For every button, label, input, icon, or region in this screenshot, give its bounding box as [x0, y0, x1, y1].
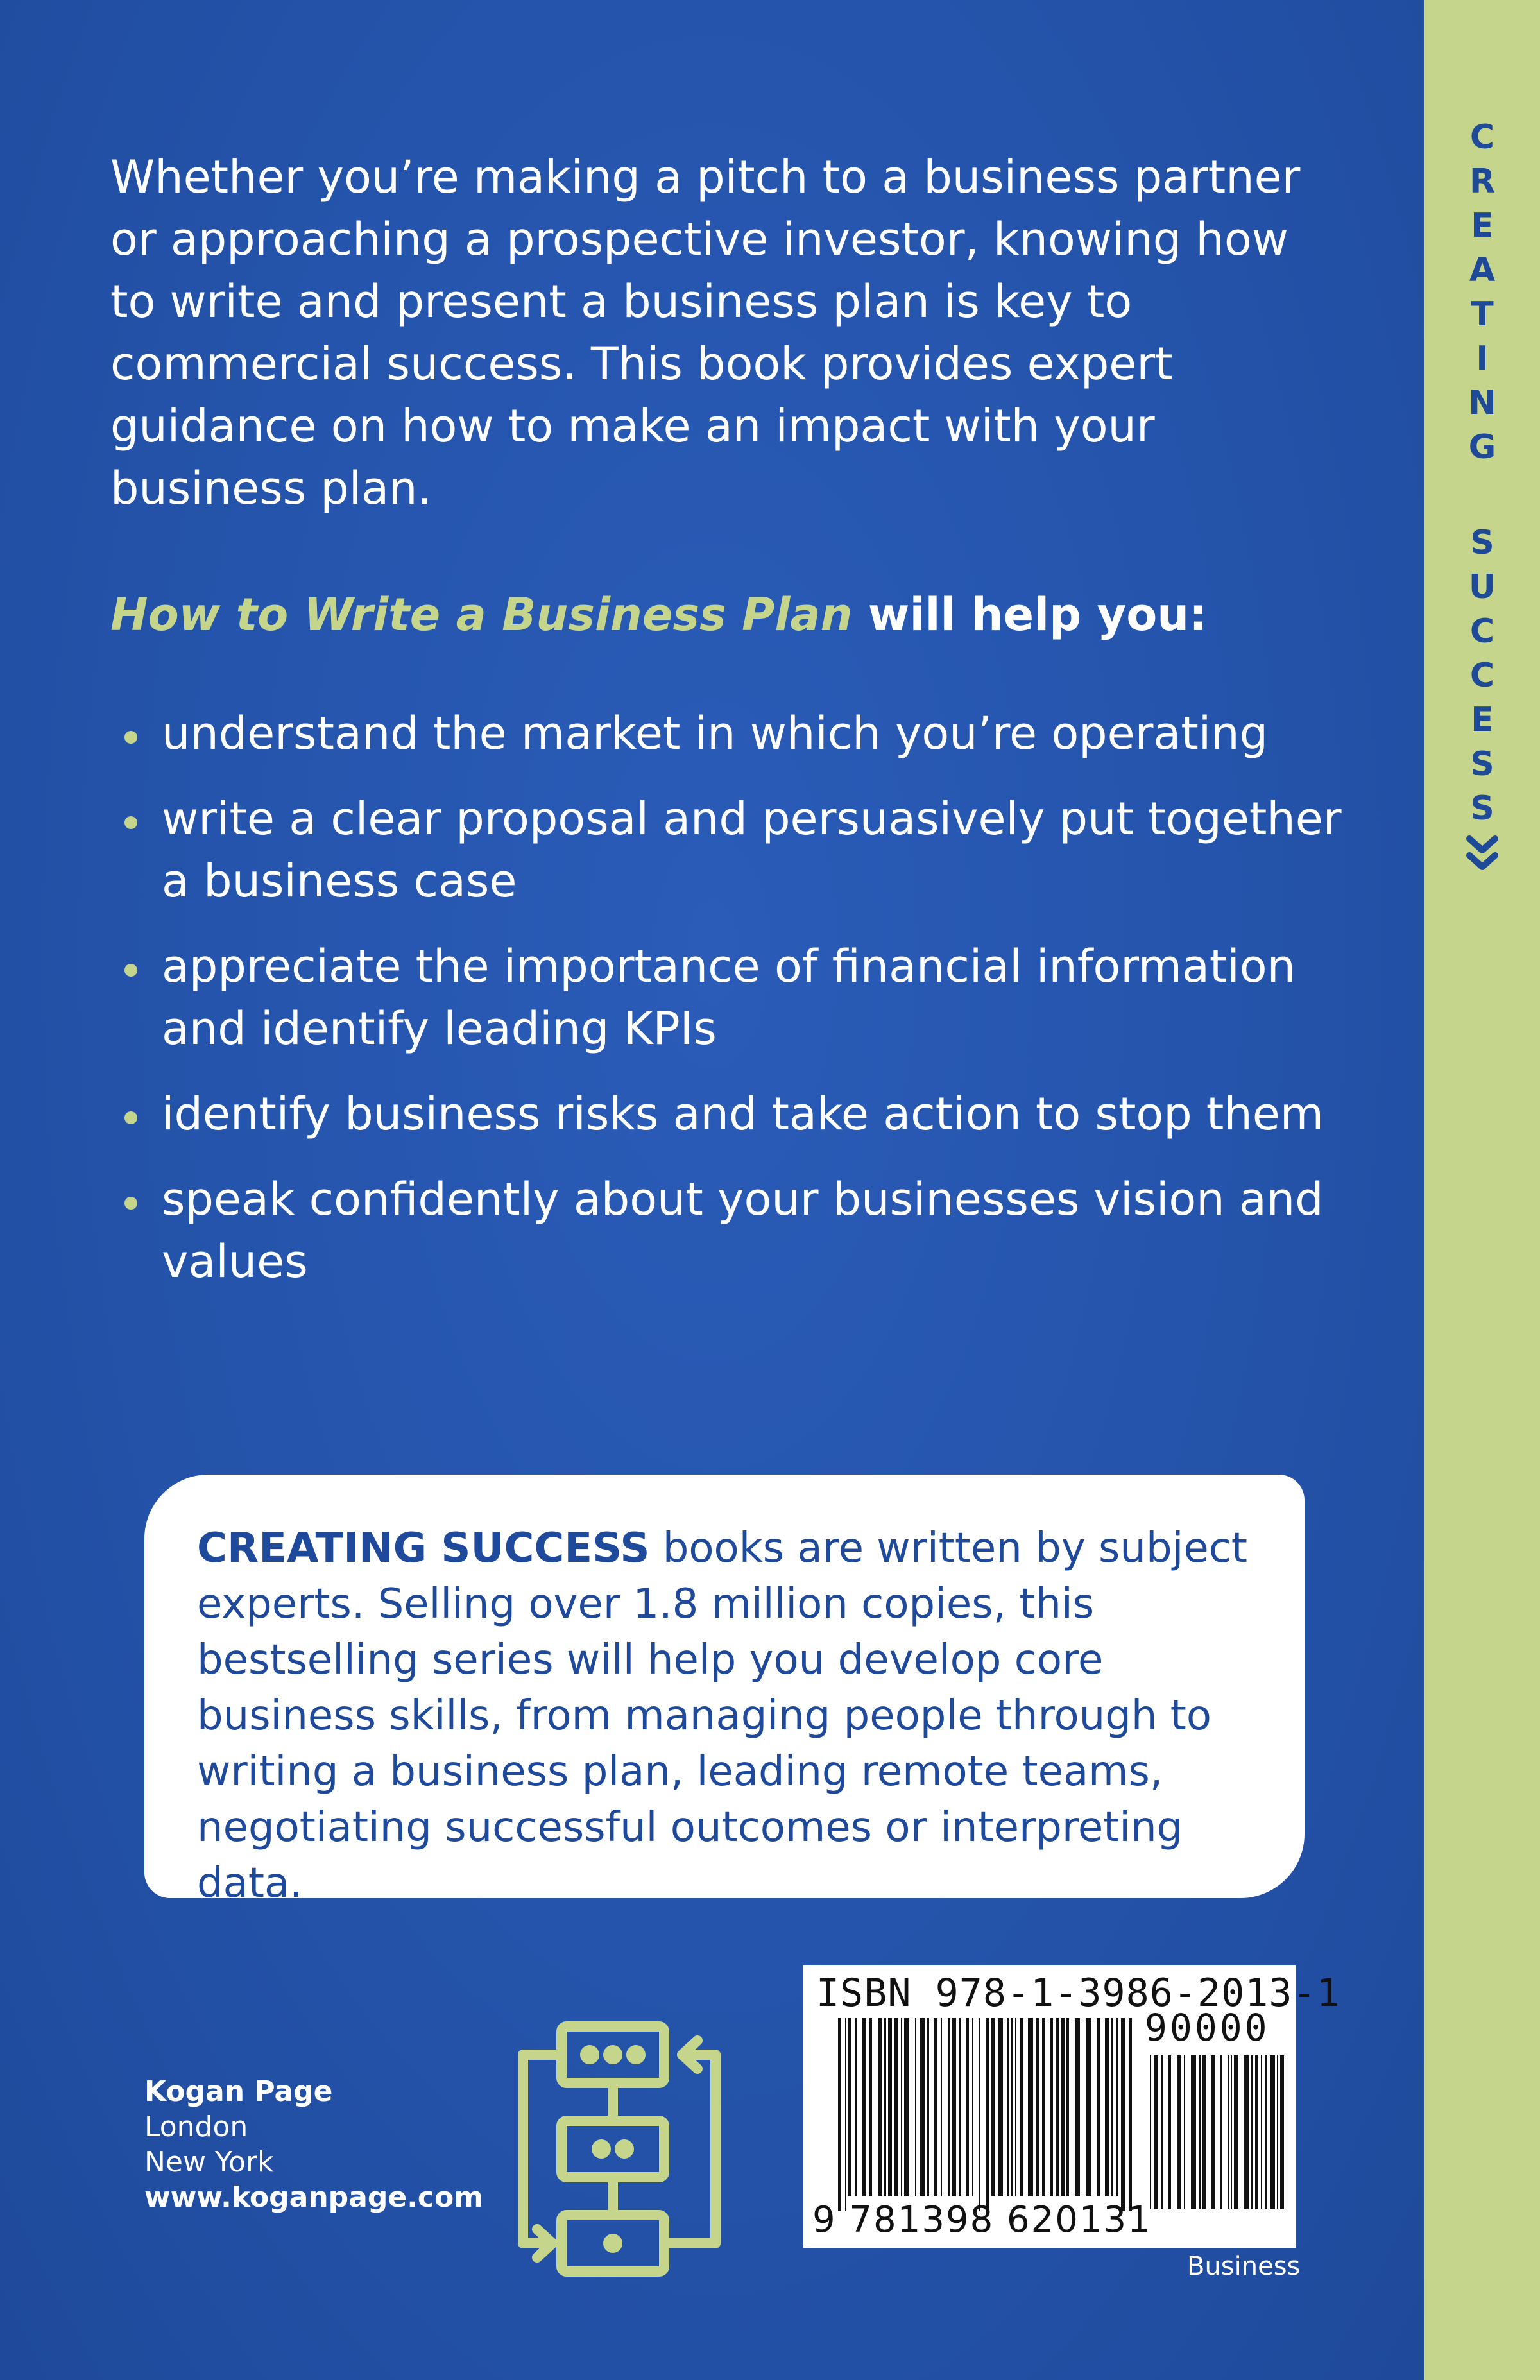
double-chevron-down-icon: [1428, 835, 1537, 873]
spine-letter: C: [1469, 118, 1495, 157]
series-flowchart-logo-icon: [497, 2015, 741, 2284]
spine-letter: U: [1468, 568, 1496, 606]
spine-letter: S: [1470, 745, 1494, 783]
spine-letter: N: [1468, 384, 1496, 422]
publisher-block: [144, 2074, 484, 2215]
price-addon-number: 90000: [1145, 2006, 1270, 2050]
list-item: write a clear proposal and persuasively put together a business case: [116, 788, 1348, 912]
benefits-heading: [110, 584, 1330, 646]
spine-letter: I: [1476, 339, 1489, 378]
publisher-city-london: London: [144, 2110, 248, 2143]
benefits-heading-suffix: will help you:: [852, 588, 1208, 641]
bullet-dot-icon: [124, 731, 137, 744]
isbn-barcode: [803, 1965, 1340, 2248]
spine-letter: C: [1469, 656, 1495, 695]
list-item: appreciate the importance of financial information and identify leading KPIs: [116, 936, 1348, 1060]
list-item: speak confidently about your businesses vision and values: [116, 1169, 1348, 1293]
spine-letter: R: [1469, 162, 1496, 201]
intro-paragraph: Whether you’re making a pitch to a business partner or approaching a prospective investor, knowing how to write and present a business plan is key to commercial success. This book provides expert guidance on how to make an impact with your business plan.: [110, 151, 1301, 515]
spine-letter: S: [1470, 524, 1494, 562]
isbn-number: ISBN 978-1-3986-2013-1: [816, 1971, 1340, 2016]
ean-digits: 9 781398 620131: [812, 2199, 1152, 2241]
bullet-dot-icon: [124, 1197, 137, 1210]
publisher-name: Kogan Page: [144, 2075, 333, 2108]
spine-letter: E: [1471, 207, 1494, 245]
series-info-panel: [144, 1475, 1305, 1907]
bullet-dot-icon: [124, 816, 137, 829]
series-description: [197, 1521, 1281, 1912]
series-name: CREATING SUCCESS: [197, 1525, 650, 1572]
bullet-dot-icon: [124, 964, 137, 977]
bullet-dot-icon: [124, 1111, 137, 1124]
spine-letter: C: [1469, 612, 1495, 651]
spine-letter: G: [1468, 428, 1496, 467]
spine-letter: S: [1470, 789, 1494, 828]
list-item: identify business risks and take action to stop them: [116, 1083, 1348, 1145]
spine-word-creating: [1428, 116, 1537, 470]
spine-letter: T: [1471, 295, 1494, 334]
publisher-city-new-york: New York: [144, 2146, 274, 2179]
publisher-website: www.koganpage.com: [144, 2181, 484, 2214]
spine-letter: A: [1469, 251, 1496, 289]
benefits-list: [116, 703, 1348, 1316]
spine-letter: E: [1471, 701, 1494, 739]
spine-word-success: [1428, 521, 1537, 831]
category-label: Business: [1187, 2252, 1301, 2281]
series-description-text: books are written by subject experts. Selling over 1.8 million copies, this bestselling series will help you develop core business skills, from managing people through to writing a business plan, leading remote teams, negotiating successful outcomes or interpreting data.: [197, 1525, 1247, 1907]
book-title: How to Write a Business Plan: [110, 588, 853, 641]
spine-series-title: [1428, 116, 1537, 873]
list-item: understand the market in which you’re operating: [116, 703, 1348, 765]
